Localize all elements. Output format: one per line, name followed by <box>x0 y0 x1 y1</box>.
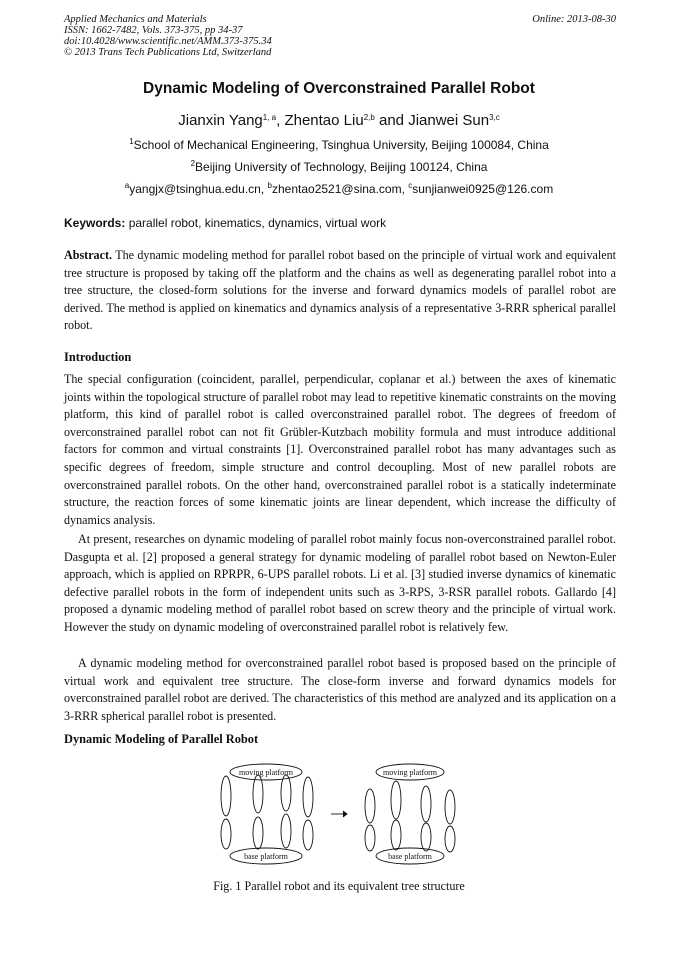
author-sup: 3,c <box>489 113 500 122</box>
affiliation-2: $^2$Beijing University of Technology, Beijing 100124, China <box>190 159 488 174</box>
online-date: Online: 2013-08-30 <box>532 14 616 25</box>
chain-link <box>253 775 263 813</box>
figure-parallel-robot <box>200 758 480 870</box>
base-platform-label: base platform <box>388 852 432 861</box>
author-line: Jianxin Yang$^{1, a}$, Zhentao Liu$^{2,b}$ and Jianwei Sun$^{3,c}$ <box>178 112 500 129</box>
keywords <box>64 216 386 230</box>
doi-line: doi:10.4028/www.scientific.net/AMM.373-375.34 <box>64 36 272 47</box>
email-link[interactable]: yangjx@tsinghua.edu.cn, <box>129 182 268 196</box>
author-name: Zhentao Liu <box>284 112 364 129</box>
section-heading-dynamic-modeling: Dynamic Modeling of Parallel Robot <box>64 732 259 746</box>
abstract-text: The dynamic modeling method for parallel robot based on the principle of virtual work and equivalent tree structure is proposed by taking off the platform and the chains as well as degenerating parallel robot into a tree structure, the closed-form solutions for the inverse and forward dynamics models of parallel robot are derived. The method is applied on kinematics and dynamics analysis of a representative 3-RRR spherical parallel robot. <box>64 248 616 333</box>
abstract-label: Abstract. <box>64 248 113 262</box>
chain-link <box>281 775 291 811</box>
figure-caption: Fig. 1 Parallel robot and its equivalent tree structure <box>213 879 465 893</box>
author-name: Jianwei Sun <box>408 112 490 129</box>
chain-link <box>253 817 263 849</box>
section-heading-introduction: Introduction <box>64 350 132 364</box>
email-link[interactable]: zhentao2521@sina.com, <box>271 182 409 196</box>
paper-title: Dynamic Modeling of Overconstrained Parallel Robot <box>143 80 535 97</box>
author-sup: 2,b <box>363 113 375 122</box>
chain-link <box>421 786 431 822</box>
chain-link <box>365 825 375 851</box>
moving-platform-label: moving platform <box>383 768 437 777</box>
issn-line: ISSN: 1662-7482, Vols. 373-375, pp 34-37 <box>64 25 243 36</box>
abstract <box>64 247 616 335</box>
copyright-line: © 2013 Trans Tech Publications Ltd, Switzerland <box>64 47 272 58</box>
chain-link <box>221 819 231 849</box>
chain-link <box>281 814 291 848</box>
intro-paragraph-3: A dynamic modeling method for overconstrained parallel robot based is proposed based on the principle of virtual work and equivalent tree structure. The close-form inverse and forward dynamics models for overconstrained parallel robot are derived. The characteristics of this method are analyzed and its application on a 3-RRR spherical parallel robot is presented. <box>64 656 616 723</box>
email-line: $^a$yangjx@tsinghua.edu.cn, $^b$zhentao2521@sina.com, $^c$sunjianwei0925@126.com <box>124 181 554 196</box>
keywords-label: Keywords: <box>64 216 126 230</box>
chain-link <box>365 789 375 823</box>
chain-link <box>303 820 313 850</box>
journal-name: Applied Mechanics and Materials <box>64 14 207 25</box>
moving-platform-label: moving platform <box>239 768 293 777</box>
chain-link <box>445 826 455 852</box>
journal-header <box>64 14 616 58</box>
keywords-text: parallel robot, kinematics, dynamics, virtual work <box>125 216 387 230</box>
author-sup: 1, a <box>262 113 277 122</box>
arrow-head <box>343 811 347 817</box>
intro-paragraph-1: The special configuration (coincident, parallel, perpendicular, coplanar et al.) between the axes of kinematic joints within the topological structure of parallel robot may lead to repetitive kinematic constraints on the moving platform, this kind of parallel robot is called overconstrained parallel robot. The degrees of freedom of overconstrained parallel robot can not fit Grübler-Kutzbach mobility formula and must introduce additional factors for common and virtual constraints [1]. Overconstrained parallel robot has many advantages such as specific degrees of freedom, simple structure and control decoupling. Most of new parallel robots are overconstrained parallel robots. On the other hand, overconstrained parallel robot is a statically indeterminate structure, the reaction forces of some kinematic joints are linear dependent, which increase the difficulty of dynamics analysis. <box>64 372 616 527</box>
intro-paragraph-2: At present, researches on dynamic modeling of parallel robot mainly focus non-overconstrained parallel robot. Dasgupta et al. [2] proposed a general strategy for dynamic modeling of parallel robot based on Newton-Euler approach, which is applied on RPRPR, 6-UPS parallel robots. Li et al. [3] studied inverse dynamics of kinematic defective parallel robots in the form of independent units such as 3-RPS, 3-RSR parallel robots. Gallardo [4] proposed a dynamic modeling method of parallel robot based on screw theory and the principle of virtual work. However the study on dynamic modeling of overconstrained parallel robot is relatively few. <box>64 532 616 634</box>
chain-link <box>391 781 401 819</box>
chain-link <box>221 776 231 816</box>
chain-link <box>421 823 431 851</box>
chain-link <box>445 790 455 824</box>
chain-link <box>303 777 313 817</box>
email-link[interactable]: sunjianwei0925@126.com <box>412 182 554 196</box>
chain-link <box>391 820 401 850</box>
affiliation-1: $^1$School of Mechanical Engineering, Tsinghua University, Beijing 100084, China <box>129 137 549 152</box>
author-name: Jianxin Yang <box>178 112 263 129</box>
base-platform-label: base platform <box>244 852 288 861</box>
